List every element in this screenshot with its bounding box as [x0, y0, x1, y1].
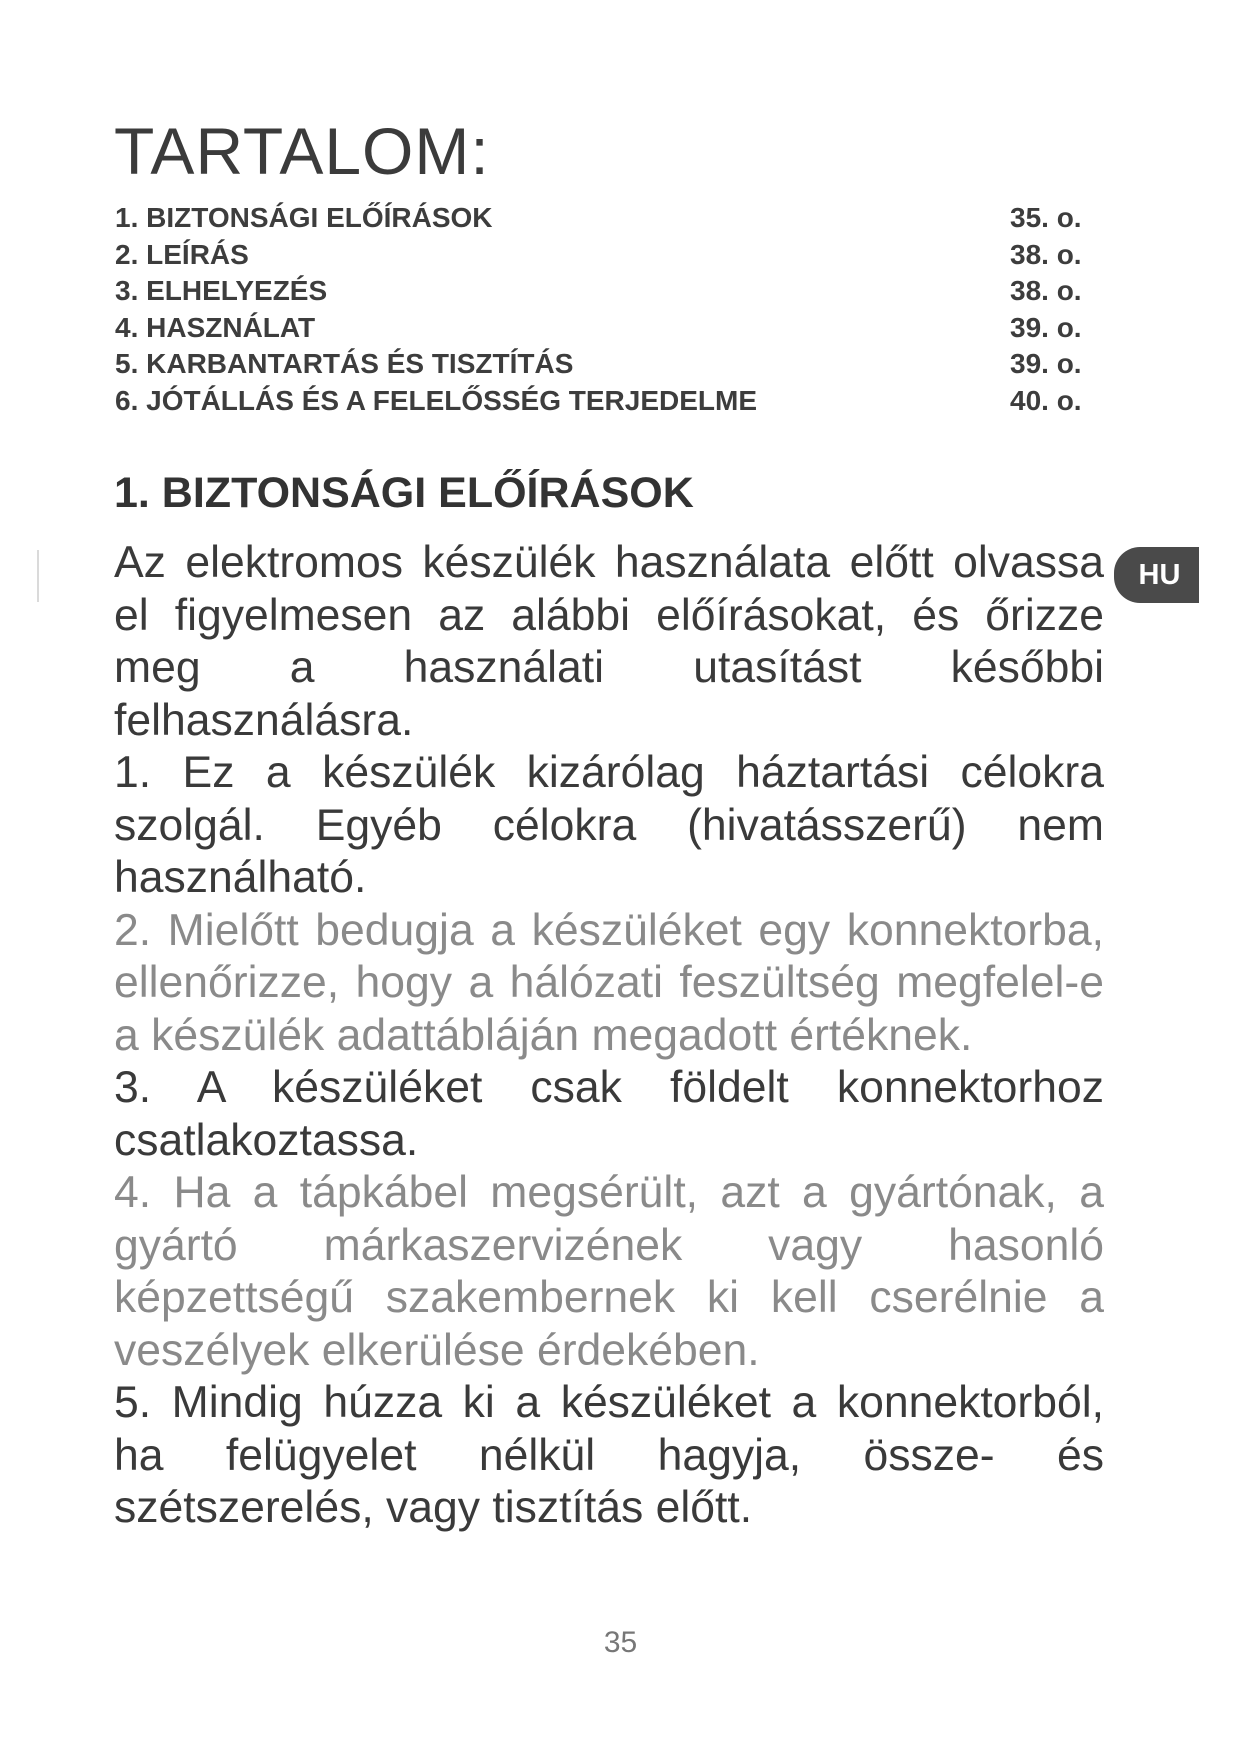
- toc-item-label: 5. KARBANTARTÁS ÉS TISZTÍTÁS: [115, 348, 574, 379]
- section-body: [114, 537, 1104, 1535]
- toc-item-page: 39. o.: [1010, 348, 1082, 379]
- toc-item-page: 35. o.: [1010, 202, 1082, 233]
- toc-row: [115, 383, 1090, 420]
- toc-row: [115, 200, 1090, 237]
- toc-item-label: 3. ELHELYEZÉS: [115, 275, 328, 306]
- rule-paragraph: 1. Ez a készülék kizárólag háztartási célokra szolgál. Egyéb célokra (hivatásszerű) nem használható.: [114, 748, 1104, 902]
- toc-item-label: 2. LEÍRÁS: [115, 238, 249, 270]
- intro-paragraph: Az elektromos készülék használata előtt olvassa el figyelmesen az alábbi előírásokat, és őrizze meg a használati utasítást későbbi felhasználásra.: [114, 538, 1104, 745]
- rule-paragraph: 2. Mielőtt bedugja a készüléket egy konnektorba, ellenőrizze, hogy a hálózati feszültség megfelel-e a készülék adattábláján megadott értéknek.: [114, 905, 1104, 1060]
- toc-row: [115, 346, 1090, 383]
- margin-line: [37, 550, 39, 602]
- toc-item-label: 4. HASZNÁLAT: [115, 311, 316, 343]
- toc-item-page: 40. o.: [1010, 384, 1082, 416]
- page-number: 35: [603, 1626, 638, 1659]
- toc-item-label: 6. JÓTÁLLÁS ÉS A FELELŐSSÉG TERJEDELME: [115, 384, 758, 416]
- rule-paragraph: 5. Mindig húzza ki a készüléket a konnektorból, ha felügyelet nélkül hagyja, össze- és szétszerelés, vagy tisztítás előtt.: [114, 1378, 1104, 1532]
- language-badge: HU: [1114, 547, 1199, 603]
- toc-row: [115, 273, 1090, 310]
- toc-item-page: 39. o.: [1010, 311, 1082, 343]
- section-heading: 1. BIZTONSÁGI ELŐÍRÁSOK: [114, 469, 694, 517]
- toc-item-page: 38. o.: [1010, 275, 1082, 306]
- rule-paragraph: 4. Ha a tápkábel megsérült, azt a gyártónak, a gyártó márkaszervizének vagy hasonló képzettségű szakembernek ki kell cserélnie a veszélyek elkerülése érdekében.: [114, 1168, 1104, 1375]
- rule-paragraph: 3. A készüléket csak földelt konnektorhoz csatlakoztassa.: [114, 1063, 1104, 1165]
- toc-item-page: 38. o.: [1010, 238, 1082, 270]
- page-title: TARTALOM:: [114, 114, 490, 188]
- toc-row: [115, 237, 1090, 274]
- toc-row: [115, 310, 1090, 347]
- toc-item-label: 1. BIZTONSÁGI ELŐÍRÁSOK: [115, 202, 493, 233]
- table-of-contents: [115, 200, 1090, 419]
